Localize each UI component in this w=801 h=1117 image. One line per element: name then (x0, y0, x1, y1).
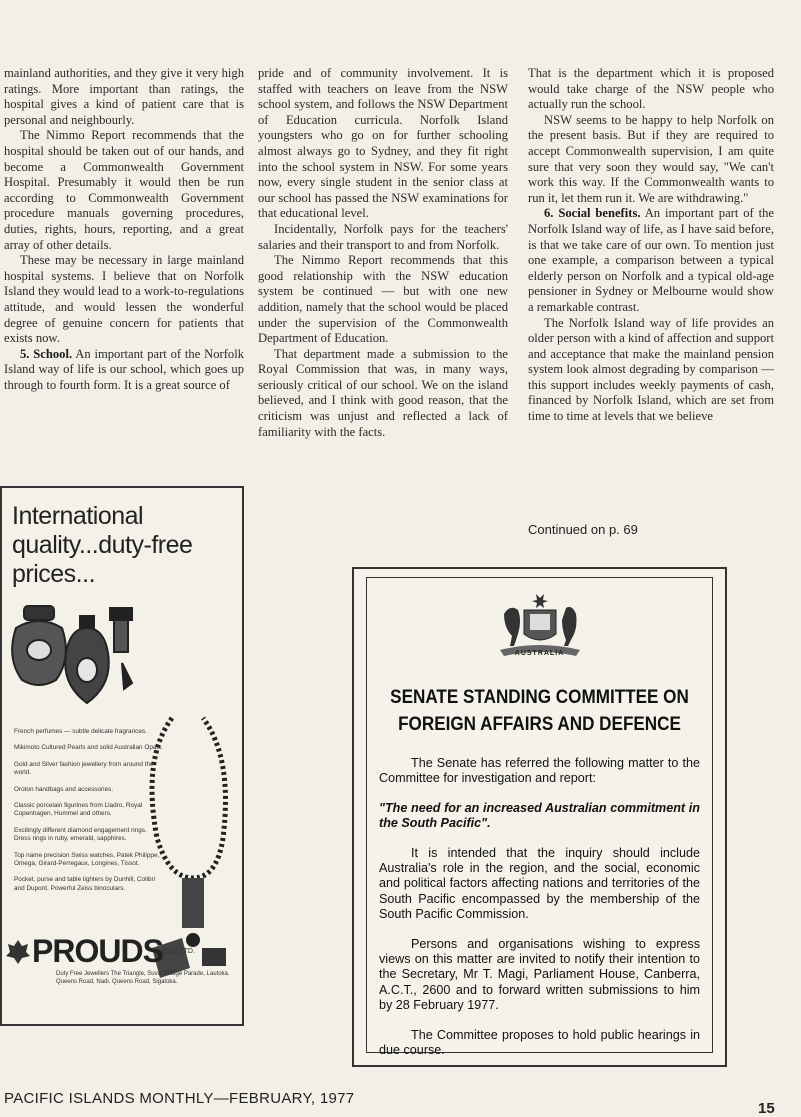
crest-label: AUSTRALIA (514, 650, 565, 657)
paragraph: That department made a submission to the Royal Commission that was, in many ways, seriously critical of our school. We on the island believed, and I think with good reason, that the criticism was unjust and reflected a lack of familiarity with the facts. (258, 346, 508, 439)
paragraph: Persons and organisations wishing to express views on this matter are invited to notify their intention to the Secretary, Mr T. Magi, Parliament House, Canberra, A.C.T., 2600 and to forward written submissions to him by 28 February 1977. (379, 936, 700, 1013)
paragraph: mainland authorities, and they give it very high ratings. More important than ratings, the hospital gives a kind of patient care that is personal and neighbourly. (4, 66, 244, 127)
list-item: Classic porcelain figurines from Lladro, Royal Copenhagen, Hummel and others. (14, 802, 143, 818)
list-item: French perfumes — subtle delicate fragrances. (14, 728, 147, 735)
section-heading: 6. Social benefits. (544, 206, 641, 221)
paragraph: That is the department which it is proposed would take charge of the NSW people who actually run the school. (528, 66, 774, 112)
perfume-bottle-icon (12, 606, 132, 703)
section-heading: 5. School. (20, 346, 73, 361)
paragraph-text: An important part of the Norfolk Island way of life, as I have said before, is that we take care of our own. To mention just one example, a comparison between a typical elderly person on Norfolk and a typical old-age pensioner in Sydney or Melbourne would show a remarkable contrast. (528, 206, 774, 314)
article-column-2 (258, 66, 508, 440)
notice-border (366, 577, 713, 1058)
list-item: Excitingly different diamond engagement rings. Dress rings in ruby, emerald, sapphires. (14, 826, 147, 843)
paragraph: The Nimmo Report recommends that this good relationship with the NSW education system be continued — but with one new addition, namely that the school would be placed under the supervision of the Commonwealth Department of Education. (258, 253, 508, 346)
paragraph-text: An important part of the Norfolk Island way of life is our school, which goes up through to fourth form. It is a great source of (4, 346, 244, 392)
paragraph (528, 206, 774, 315)
masthead-footer: PACIFIC ISLANDS MONTHLY—FEBRUARY, 1977 (4, 1090, 355, 1107)
article-column-3 (528, 66, 774, 425)
list-item: Pocket, purse and table lighters by Dunhill, Colibri and Dupont. Powerful Zeiss binoculars. (14, 876, 156, 892)
page-number: 15 (758, 1100, 775, 1117)
paragraph: The Senate has referred the following matter to the Committee for investigation and report: (379, 756, 700, 786)
article-column-1 (4, 66, 244, 393)
paragraph: It is intended that the inquiry should include Australia's role in the region, and the social, economic and political factors affecting nations and territories of the South Pacific encompassed by the membership of the South Pacific Commission. (379, 845, 700, 922)
notice-title: SENATE STANDING COMMITTEE ON FOREIGN AFFAIRS AND DEFENCE (390, 687, 689, 735)
ad-headline: International quality...duty-free prices... (12, 502, 193, 588)
list-item: Top name precision Swiss watches, Patek Philippe, Omega, Girard-Perregaux, Longines, Tissot. (14, 851, 160, 868)
senate-notice (352, 567, 727, 1067)
list-item: Mikimoto Cultured Pearls and solid Australian Opals. (14, 744, 163, 752)
prouds-emblem-icon (6, 938, 30, 966)
notice-body (379, 756, 700, 1073)
paragraph: The Norfolk Island way of life provides an older person with a kind of affection and support and acceptance that make the mainland pension system look almost degrading by comparison — this support includes weekly payments of cash, financed by Norfolk Island, which are set from time to time at levels that we believe (528, 315, 774, 424)
paragraph: Incidentally, Norfolk pays for the teachers' salaries and their transport to and from Norfolk. (258, 221, 508, 252)
paragraph: The Nimmo Report recommends that the hospital should be taken out of our hands, and become a Commonwealth Government Hospital. Presumably it would then be run according to Commonwealth Government procedure manuals governing procedures, duties, rights, hours, reporting, and a great array of other details. (4, 128, 244, 252)
notice-quote: "The need for an increased Australian commitment in the South Pacific". (379, 800, 700, 831)
paragraph: pride and of community involvement. It is staffed with teachers on leave from the NSW school system, and follows the NSW Department of Education curricula. Norfolk Island youngsters who go on for further schooling almost always go to Sydney, and they fit right into the school system in NSW. For some years now, every single student in the senior class at our school has passed the NSW examinations for that educational level. (258, 66, 508, 221)
list-item: Oroton handbags and accessories. (14, 785, 114, 793)
prouds-logo-sub: (FIJI) LTD. (162, 948, 195, 955)
paragraph: The Committee proposes to hold public hearings in due course. (379, 1027, 700, 1058)
paragraph: NSW seems to be happy to help Norfolk on the present basis. But if they are required to accept Commonwealth supervision, I am quite sure that very soon they would say, "We can't work this way. If the Commonwealth wants to run it, let them run it. We are withdrawing." (528, 112, 774, 205)
prouds-advertisement (0, 486, 244, 1026)
paragraph: These may be necessary in large mainland hospital systems. I believe that on Norfolk Island they would lead to a work-to-regulations attitude, and would lessen the wonderful degree of genuine concern for patients that exists now. (4, 253, 244, 346)
prouds-address: Duty Free Jewellers The Triangle, Suva. Village Parade, Lautoka. Queens Road, Nadi. Queens Road, Sigatoka. (56, 971, 230, 985)
ad-product-list (14, 728, 164, 901)
continued-note: Continued on p. 69 (528, 522, 638, 537)
prouds-logo: PROUDS (32, 933, 163, 969)
paragraph (4, 347, 244, 394)
list-item: Gold and Silver fashion jewellery from around the world. (14, 760, 154, 777)
